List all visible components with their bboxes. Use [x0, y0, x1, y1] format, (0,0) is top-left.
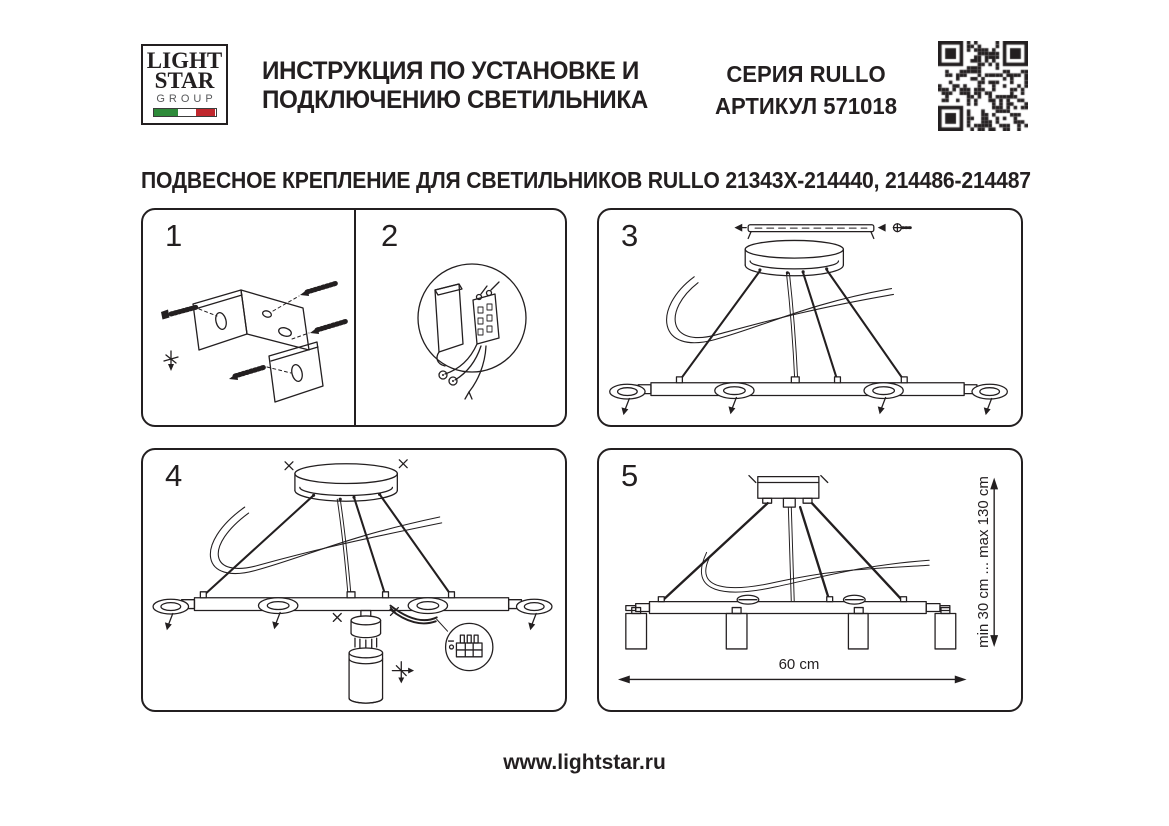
step-1-number: 1 [165, 218, 183, 253]
width-label: 60 cm [778, 656, 820, 673]
central-wire [788, 507, 794, 602]
loose-wire [667, 277, 894, 343]
lightstar-logo [141, 44, 228, 125]
height-range-label: min 30 cm ... max 130 cm [975, 476, 992, 648]
ceiling-plate [749, 476, 828, 508]
bracket-middle-face [241, 290, 309, 350]
title-line-2: ПОДКЛЮЧЕНИЮ СВЕТИЛЬНИКА [262, 86, 648, 115]
panel-step-3 [597, 208, 1023, 427]
logo-word-star: STAR [154, 68, 215, 94]
panel-step-4 [141, 448, 567, 712]
terminal-block [473, 282, 499, 344]
suspension-cables [661, 503, 903, 601]
logo-word-light: LIGHT [146, 48, 223, 73]
screw-cross-icon [392, 662, 414, 684]
screw-icon [164, 351, 178, 371]
ceiling-bracket [734, 224, 911, 239]
ceiling-canopy [285, 460, 407, 501]
series-block [698, 58, 914, 122]
screw-left [161, 307, 217, 320]
flag-red [196, 109, 216, 116]
logo-word-group: GROUP [156, 93, 217, 106]
lamp-bar [630, 377, 984, 396]
flag-white [178, 109, 195, 116]
qr-code [938, 41, 1028, 131]
lamp-bar [174, 592, 530, 611]
step-3-number: 3 [621, 218, 639, 253]
step-5-number: 5 [621, 458, 639, 493]
article-label: АРТИКУЛ 571018 [715, 93, 897, 120]
panel-steps-1-2 [141, 208, 567, 427]
lamp-bar [626, 595, 950, 613]
step-2-number: 2 [381, 218, 399, 253]
connector-detail-circle [437, 619, 493, 670]
step-1-diagram-mounting-bracket [145, 252, 351, 424]
series-label: СЕРИЯ RULLO [726, 61, 886, 87]
screw-mid-right [292, 321, 347, 339]
detail-circle [418, 264, 526, 372]
step-4-diagram-shade-mounting [143, 450, 565, 710]
central-wire [786, 273, 797, 381]
step-3-diagram-hanging [599, 210, 1021, 425]
screw-bottom-left [229, 367, 291, 380]
page-title [262, 57, 660, 116]
bracket-left-plate [193, 290, 247, 350]
cylindrical-shade [349, 648, 382, 703]
subtitle: ПОДВЕСНОЕ КРЕПЛЕНИЕ ДЛЯ СВЕТИЛЬНИКОВ RULLO 21343X-214440, 214486-214487 [141, 167, 1031, 193]
wall-plate [435, 284, 463, 366]
central-wire [337, 499, 351, 596]
step-2-diagram-wiring [355, 252, 561, 424]
loose-wire [210, 507, 441, 573]
flag-green [154, 109, 179, 116]
dimension-arrow-width [618, 676, 967, 684]
screw-top-right [273, 283, 337, 311]
lamp-socket [333, 608, 398, 649]
step-4-number: 4 [165, 458, 183, 493]
website-url: www.lightstar.ru [503, 751, 666, 774]
screw-icon [893, 224, 911, 232]
panel-step-5 [597, 448, 1023, 712]
bracket-right-plate [269, 342, 323, 402]
italian-flag-stripe [153, 108, 217, 117]
title-line-1: ИНСТРУКЦИЯ ПО УСТАНОВКЕ И [262, 57, 639, 85]
